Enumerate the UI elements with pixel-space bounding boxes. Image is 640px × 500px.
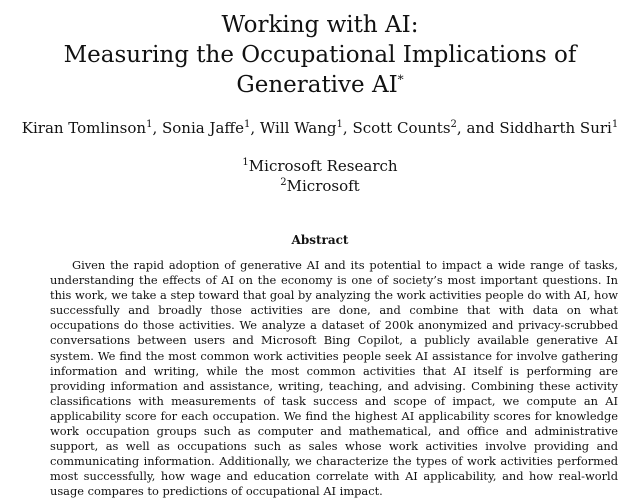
paper-title-line-2 (0, 40, 640, 100)
paper-title (0, 0, 640, 100)
affiliation-list (0, 156, 640, 196)
paper-title-line-1: Working with AI: (221, 12, 419, 38)
author-affiliation-mark: 1 (146, 119, 153, 130)
author (162, 119, 260, 137)
affiliation-mark: 1 (242, 157, 249, 168)
affiliation (0, 156, 640, 176)
author (260, 119, 353, 137)
author-affiliation-mark: 1 (243, 119, 251, 130)
affiliation-name: Microsoft (286, 177, 360, 195)
abstract-body: Given the rapid adoption of generative AI and its potential to impact a wide range of tasks, understanding the effects of AI on the economy is one of society’s most important questions. In this work, we take a step toward that goal by analyzing the work activities people do with AI, how successfully and broadly those activities are done, and combine that with data on what occupations do those activities. We analyze a dataset of 200k anonymized and privacy-scrubbed conversations between users and Microsoft Bing Copilot, a publicly available generative AI system. We find the most common work activities people seek AI assistance for involve gathering information and writing, while the most common activities that AI itself is performing are providing information and assistance, writing, teaching, and advising. Combining these activity classifications with measurements of task success and scope of impact, we compute an AI applicability score for each occupation. We find the highest AI applicability scores for knowledge work occupation groups such as computer and mathematical, and office and administrative support, as well as occupations such as sales whose work activities involve providing and communicating information. Additionally, we characterize the types of work activities performed most successfully, how wage and education correlate with AI applicability, and how real-world usage compares to predictions of occupational AI impact. (50, 258, 618, 499)
author-name: Will Wang (259, 119, 337, 137)
affiliation-mark: 2 (280, 177, 287, 188)
author-separator: , (342, 119, 353, 137)
author-affiliation-mark: 2 (450, 119, 457, 130)
author-affiliation-mark: 1 (336, 119, 343, 130)
author-name: Siddharth Suri (499, 119, 612, 137)
author-name: Scott Counts (352, 119, 451, 137)
affiliation (0, 176, 640, 196)
author (352, 119, 499, 137)
author (22, 119, 162, 137)
author-list (0, 118, 640, 138)
author-name: Kiran Tomlinson (21, 119, 147, 137)
author-separator: , (152, 119, 162, 137)
paper-title-line-2-text: Measuring the Occupational Implications of Generative AI (63, 42, 577, 98)
author-name: Sonia Jaffe (161, 119, 244, 137)
author-separator: , (250, 119, 260, 137)
author (499, 119, 618, 137)
abstract-heading: Abstract (291, 233, 349, 247)
affiliation-name: Microsoft Research (248, 157, 398, 175)
author-affiliation-mark: 1 (611, 119, 619, 130)
title-footnote-mark: * (397, 72, 404, 87)
author-separator: , and (456, 119, 500, 137)
